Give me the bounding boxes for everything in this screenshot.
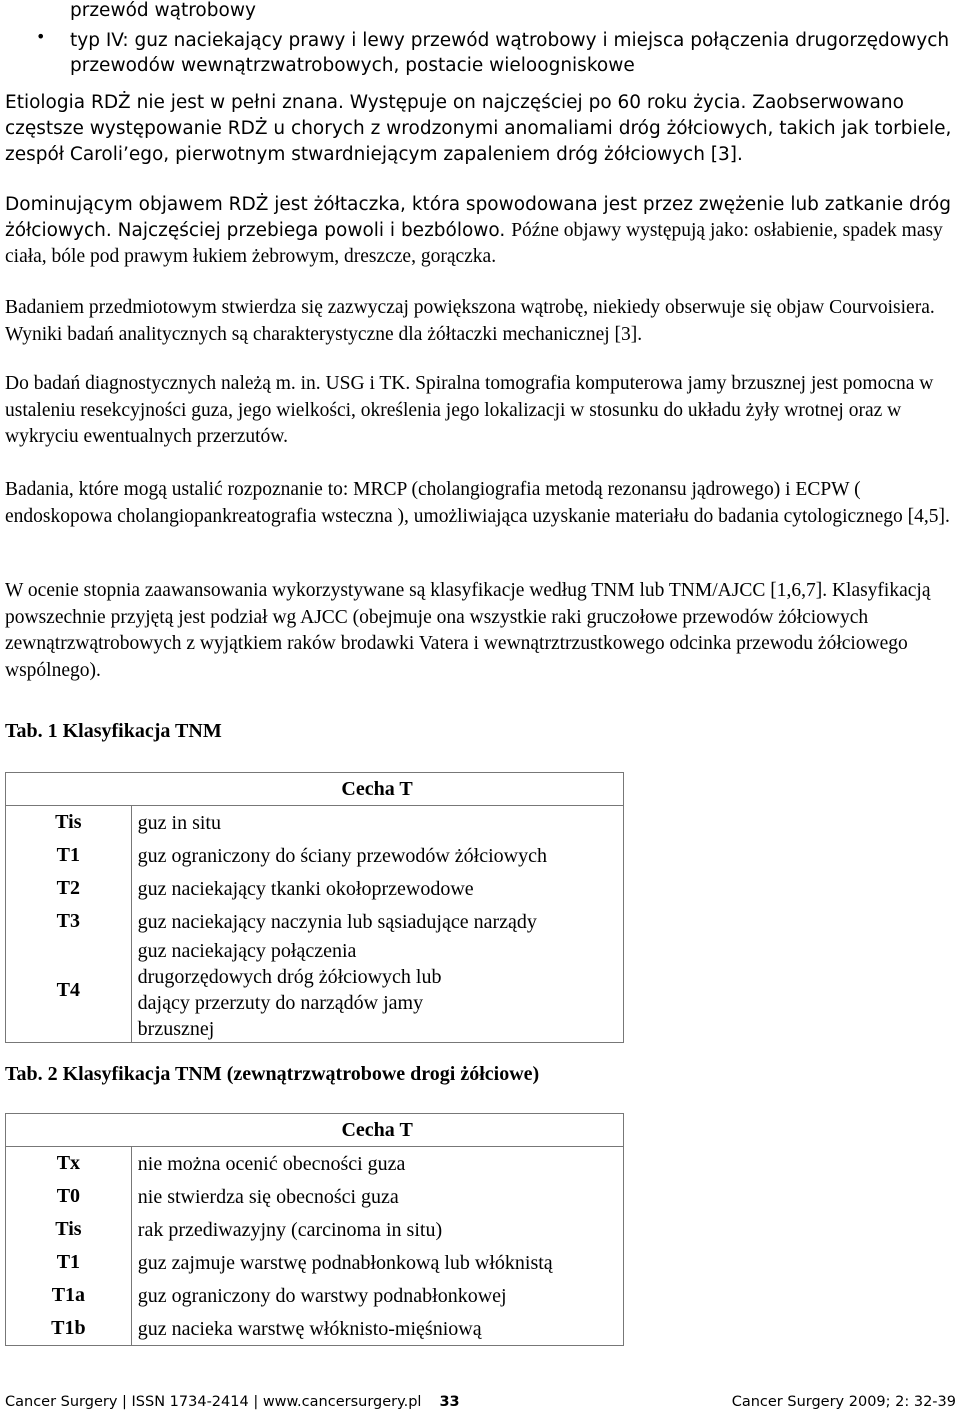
table1-code: T1 bbox=[6, 839, 132, 872]
table2-desc: guz nacieka warstwę włóknisto-mięśniową bbox=[131, 1312, 623, 1346]
table2-caption: Tab. 2 Klasyfikacja TNM (zewnątrzwątrobowe drogi żółciowe) bbox=[5, 1063, 540, 1085]
paragraph-staging: W ocenie stopnia zaawansowania wykorzystywane są klasyfikacje według TNM lub TNM/AJCC [1,6,7]. Klasyfikacją powszechnie przyjętą jest podział wg AJCC (obejmuje ona wszystkie raki gruczołowe przewodów żółciowych zewnątrzwątrobowych z wyjątkiem raków brodawki Vatera i wewnątrztrzustkowego odcinka przewodu żółciowego wspólnego). bbox=[5, 580, 931, 681]
table2-tnm bbox=[5, 1113, 624, 1346]
table-row bbox=[6, 806, 624, 840]
paragraph-etiology: Etiologia RDŻ nie jest w pełni znana. Występuje on najczęściej po 60 roku życia. Zaobserwowano częstsze występowanie RDŻ u chorych z wrodzonymi anomaliami dróg żółciowych, takich jak torbiele, zespół Caroli’ego, pierwotnym stwardniejącym zapaleniem dróg żółciowych [3]. bbox=[5, 92, 952, 165]
table-row bbox=[6, 905, 624, 938]
paragraph-examination-part2: Wyniki badań analitycznych są charakterystyczne dla żółtaczki mechanicznej [3]. bbox=[5, 323, 643, 345]
table2-desc: guz ograniczony do warstwy podnabłonkowej bbox=[131, 1279, 623, 1312]
table1-header: Cecha T bbox=[131, 773, 623, 806]
table1-tnm bbox=[5, 772, 624, 1043]
paragraph-symptoms-part1: Dominującym objawem RDŻ jest żółtaczka, która spowodowana jest przez zwężenie lub zatkanie dróg żółciowych. Najczęściej przebiega powoli i bezbólowo. bbox=[5, 194, 951, 241]
table1-desc: guz in situ bbox=[131, 806, 623, 840]
table1-desc: guz naciekający połączenia drugorzędowych dróg żółciowych lub dający przerzuty do narządów jamy brzusznej bbox=[131, 938, 623, 1043]
table2-code: T1 bbox=[6, 1246, 132, 1279]
table-row bbox=[6, 1312, 624, 1346]
table-row bbox=[6, 1147, 624, 1181]
table2-code: T1b bbox=[6, 1312, 132, 1346]
paragraph-examination-part1: Badaniem przedmiotowym stwierdza się zazwyczaj powiększona wątrobę, niekiedy obserwuje się objaw Courvoisiera. bbox=[5, 297, 935, 318]
table1-code: T3 bbox=[6, 905, 132, 938]
table2-code: T1a bbox=[6, 1279, 132, 1312]
table-row bbox=[6, 872, 624, 905]
table2-desc: nie można ocenić obecności guza bbox=[131, 1147, 623, 1181]
table1-desc: guz naciekający naczynia lub sąsiadujące narządy bbox=[131, 905, 623, 938]
paragraph-symptoms-part2: Późne objawy występują jako: osłabienie, spadek masy ciała, bóle pod prawym łukiem żebrowym, dreszcze, gorączka. bbox=[5, 220, 943, 267]
continued-line: przewód wątrobowy bbox=[70, 0, 256, 21]
table-row bbox=[6, 1180, 624, 1213]
table2-header: Cecha T bbox=[131, 1114, 623, 1147]
bullet-marker: • bbox=[36, 27, 46, 46]
table-row bbox=[6, 938, 624, 1043]
table2-code: Tx bbox=[6, 1147, 132, 1181]
page-number: 33 bbox=[439, 1394, 460, 1410]
table-row bbox=[6, 839, 624, 872]
bullet-item-type-iv: typ IV: guz naciekający prawy i lewy przewód wątrobowy i miejsca połączenia drugorzędowych przewodów wewnątrzwatrobowych, postacie wieloogniskowe bbox=[70, 30, 950, 76]
table1-corner-cell bbox=[6, 773, 132, 806]
footer-journal-text: Cancer Surgery | ISSN 1734-2414 | www.cancersurgery.pl bbox=[5, 1394, 422, 1410]
table1-desc: guz ograniczony do ściany przewodów żółciowych bbox=[131, 839, 623, 872]
table2-desc: guz zajmuje warstwę podnabłonkową lub włóknistą bbox=[131, 1246, 623, 1279]
paragraph-diagnostics bbox=[5, 371, 953, 451]
table2-corner-cell bbox=[6, 1114, 132, 1147]
footer-citation: Cancer Surgery 2009; 2: 32-39 bbox=[731, 1394, 956, 1410]
footer-journal-info bbox=[5, 1394, 460, 1410]
table1-code: Tis bbox=[6, 806, 132, 840]
table1-caption: Tab. 1 Klasyfikacja TNM bbox=[5, 720, 222, 742]
table-row bbox=[6, 1279, 624, 1312]
table-row bbox=[6, 1213, 624, 1246]
table1-code: T2 bbox=[6, 872, 132, 905]
paragraph-diagnostics-part1: Do badań diagnostycznych należą m. in. USG i TK. bbox=[5, 373, 411, 394]
table-row bbox=[6, 1246, 624, 1279]
table2-code: Tis bbox=[6, 1213, 132, 1246]
paragraph-diagnostics-part2: Spiralna tomografia komputerowa jamy brzusznej jest pomocna w ustaleniu resekcyjności guza, jego wielkości, określenia jego lokalizacji w stosunku do układu żyły wrotnej oraz w wykryciu ewentualnych przerzutów. bbox=[5, 373, 934, 447]
table2-desc: rak przediwazyjny (carcinoma in situ) bbox=[131, 1213, 623, 1246]
table2-code: T0 bbox=[6, 1180, 132, 1213]
paragraph-tests: Badania, które mogą ustalić rozpoznanie to: MRCP (cholangiografia metodą rezonansu jądrowego) i ECPW ( endoskopowa cholangiopankreatografia wsteczna ), umożliwiająca uzyskanie materiału do badania cytologicznego [4,5]. bbox=[5, 479, 950, 527]
paragraph-examination bbox=[5, 295, 953, 348]
paragraph-symptoms bbox=[5, 192, 953, 270]
table1-code: T4 bbox=[6, 938, 132, 1043]
table2-desc: nie stwierdza się obecności guza bbox=[131, 1180, 623, 1213]
table1-desc: guz naciekający tkanki okołoprzewodowe bbox=[131, 872, 623, 905]
